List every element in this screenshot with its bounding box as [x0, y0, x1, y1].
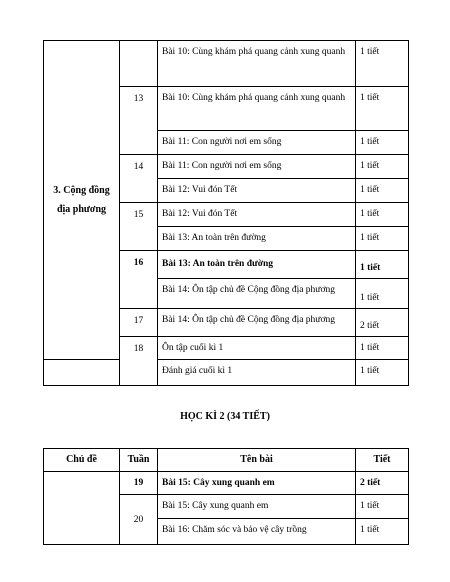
- week-cell: 13: [120, 87, 158, 155]
- period-cell: 1 tiết: [356, 519, 409, 545]
- period-cell: 1 tiết: [356, 495, 409, 519]
- week-cell: 14: [120, 155, 158, 203]
- semester2-heading: HỌC KÌ 2 (34 TIẾT): [180, 411, 270, 422]
- lesson-cell: Bài 15: Cây xung quanh em: [158, 472, 356, 495]
- topic-cell-empty: [44, 472, 120, 545]
- lesson-cell: Bài 13: An toàn trên đường: [158, 227, 356, 251]
- week-cell: [120, 41, 158, 87]
- period-cell: 1 tiết: [356, 251, 409, 279]
- period-cell: 1 tiết: [356, 203, 409, 227]
- table-header-row: [44, 449, 409, 472]
- period-cell: 1 tiết: [356, 155, 409, 179]
- table-row: [44, 41, 409, 87]
- week-cell: 15: [120, 203, 158, 251]
- week-cell: 19: [120, 472, 158, 495]
- topic-cell: 3. Cộng đồng địa phương: [44, 41, 120, 360]
- week-cell: 20: [120, 495, 158, 545]
- period-cell: 1 tiết: [356, 279, 409, 309]
- lesson-cell: Bài 14: Ôn tập chủ đề Cộng đồng địa phương: [158, 309, 356, 337]
- lesson-cell: Bài 12: Vui đón Tết: [158, 203, 356, 227]
- period-cell: 1 tiết: [356, 41, 409, 87]
- week-cell: 16: [120, 251, 158, 309]
- period-cell: 1 tiết: [356, 227, 409, 251]
- header-week: Tuần: [120, 449, 158, 472]
- lesson-cell: Bài 12: Vui đón Tết: [158, 179, 356, 203]
- lesson-cell: Bài 11: Con người nơi em sống: [158, 131, 356, 155]
- period-cell: 1 tiết: [356, 131, 409, 155]
- lesson-cell: Bài 14: Ôn tập chủ đề Cộng đồng địa phương: [158, 279, 356, 309]
- lesson-cell: Bài 16: Chăm sóc và bảo vệ cây trồng: [158, 519, 356, 545]
- period-cell: 1 tiết: [356, 179, 409, 203]
- header-lesson: Tên bài: [158, 449, 356, 472]
- header-topic: Chủ đề: [44, 449, 120, 472]
- semester2-schedule-table: [43, 448, 409, 545]
- topic-cell-empty: [44, 360, 120, 386]
- week-cell: 18: [120, 337, 158, 386]
- table-row: [44, 360, 409, 386]
- period-cell: 1 tiết: [356, 87, 409, 131]
- lesson-cell: Bài 11: Con người nơi em sống: [158, 155, 356, 179]
- lesson-cell: Bài 15: Cây xung quanh em: [158, 495, 356, 519]
- header-period: Tiết: [356, 449, 409, 472]
- semester1-schedule-table: [43, 40, 409, 386]
- period-cell: 1 tiết: [356, 360, 409, 386]
- period-cell: 2 tiết: [356, 309, 409, 337]
- period-cell: 2 tiết: [356, 472, 409, 495]
- lesson-cell: Đánh giá cuối kì 1: [158, 360, 356, 386]
- lesson-cell: Bài 10: Cùng khám phá quang cảnh xung quanh: [158, 41, 356, 87]
- lesson-cell: Ôn tập cuối kì 1: [158, 337, 356, 360]
- lesson-cell: Bài 10: Cùng khám phá quang cảnh xung quanh: [158, 87, 356, 131]
- week-cell: 17: [120, 309, 158, 337]
- lesson-cell: Bài 13: An toàn trên đường: [158, 251, 356, 279]
- period-cell: 1 tiết: [356, 337, 409, 360]
- table-row: [44, 472, 409, 495]
